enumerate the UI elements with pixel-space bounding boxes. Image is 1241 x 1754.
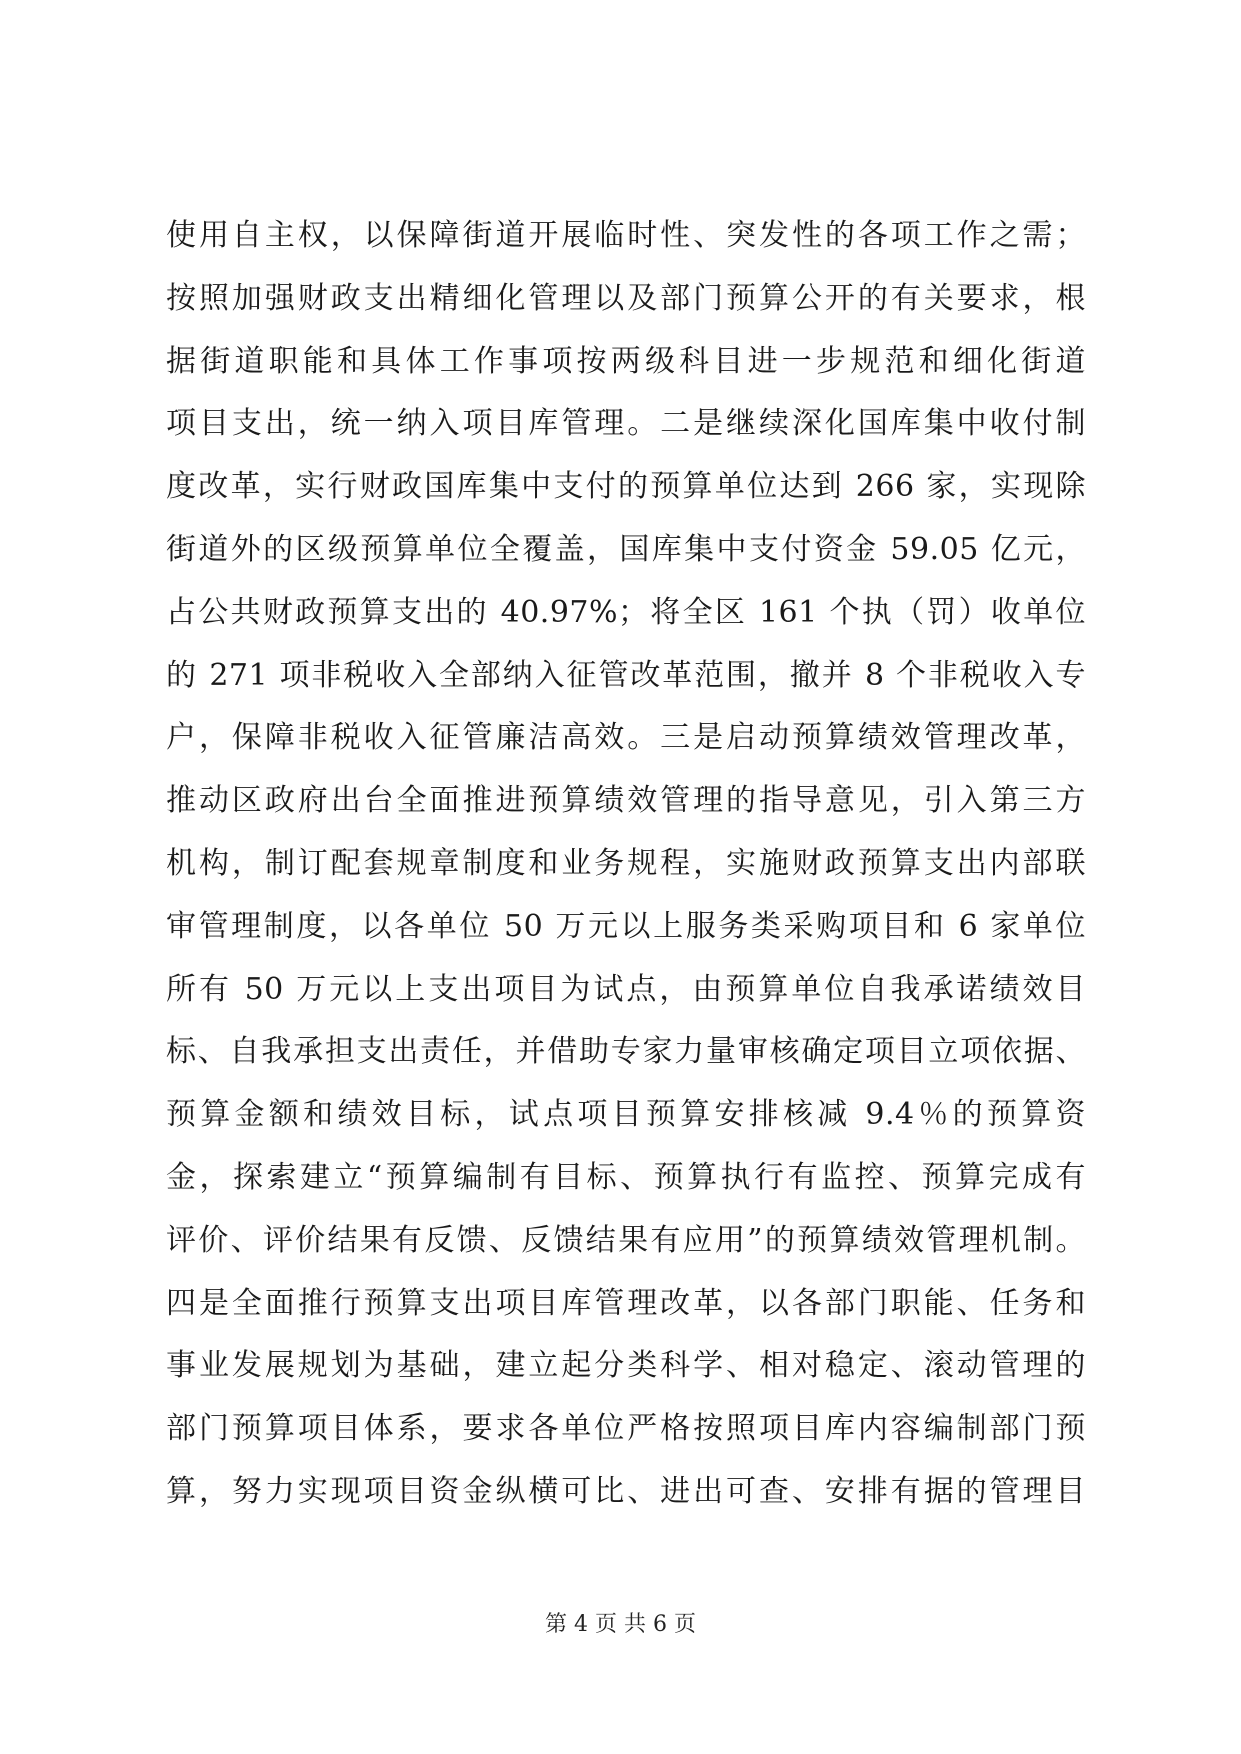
text-line: 使用自主权，以保障街道开展临时性、突发性的各项工作之需； [166, 218, 1086, 253]
text-line: 标、自我承担支出责任，并借助专家力量审核确定项目立项依据、 [166, 1034, 1086, 1070]
text-line: 度改革，实行财政国库集中支付的预算单位达到 266 家，实现除 [166, 469, 1086, 505]
text-line: 按照加强财政支出精细化管理以及部门预算公开的有关要求，根 [166, 280, 1086, 316]
text-line: 评价、评价结果有反馈、反馈结果有应用”的预算绩效管理机制。 [166, 1222, 1086, 1258]
text-line: 的 271 项非税收入全部纳入征管改革范围，撤并 8 个非税收入专 [166, 657, 1086, 693]
text-line: 部门预算项目体系，要求各单位严格按照项目库内容编制部门预 [166, 1411, 1086, 1447]
text-line: 事业发展规划为基础，建立起分类科学、相对稳定、滚动管理的 [166, 1348, 1086, 1384]
text-line: 据街道职能和具体工作事项按两级科目进一步规范和细化街道 [166, 343, 1086, 379]
text-line: 金，探索建立“预算编制有目标、预算执行有监控、预算完成有 [166, 1159, 1086, 1195]
text-line: 预算金额和绩效目标，试点项目预算安排核减 9.4％的预算资 [166, 1097, 1086, 1133]
text-line: 算，努力实现项目资金纵横可比、进出可查、安排有据的管理目 [166, 1473, 1086, 1509]
text-line: 机构，制订配套规章制度和业务规程，实施财政预算支出内部联 [166, 845, 1086, 881]
page-footer: 第 4 页 共 6 页 [545, 1612, 696, 1637]
text-line: 四是全面推行预算支出项目库管理改革，以各部门职能、任务和 [166, 1285, 1086, 1321]
document-body [166, 205, 1086, 1524]
text-line: 所有 50 万元以上支出项目为试点，由预算单位自我承诺绩效目 [166, 971, 1086, 1007]
text-line: 项目支出，统一纳入项目库管理。二是继续深化国库集中收付制 [166, 406, 1086, 442]
text-line: 街道外的区级预算单位全覆盖，国库集中支付资金 59.05 亿元， [166, 531, 1086, 567]
text-line: 审管理制度，以各单位 50 万元以上服务类采购项目和 6 家单位 [166, 908, 1086, 944]
text-line: 占公共财政预算支出的 40.97%；将全区 161 个执（罚）收单位 [166, 594, 1086, 630]
text-line: 推动区政府出台全面推进预算绩效管理的指导意见，引入第三方 [166, 783, 1086, 819]
text-line: 户，保障非税收入征管廉洁高效。三是启动预算绩效管理改革， [166, 720, 1086, 756]
